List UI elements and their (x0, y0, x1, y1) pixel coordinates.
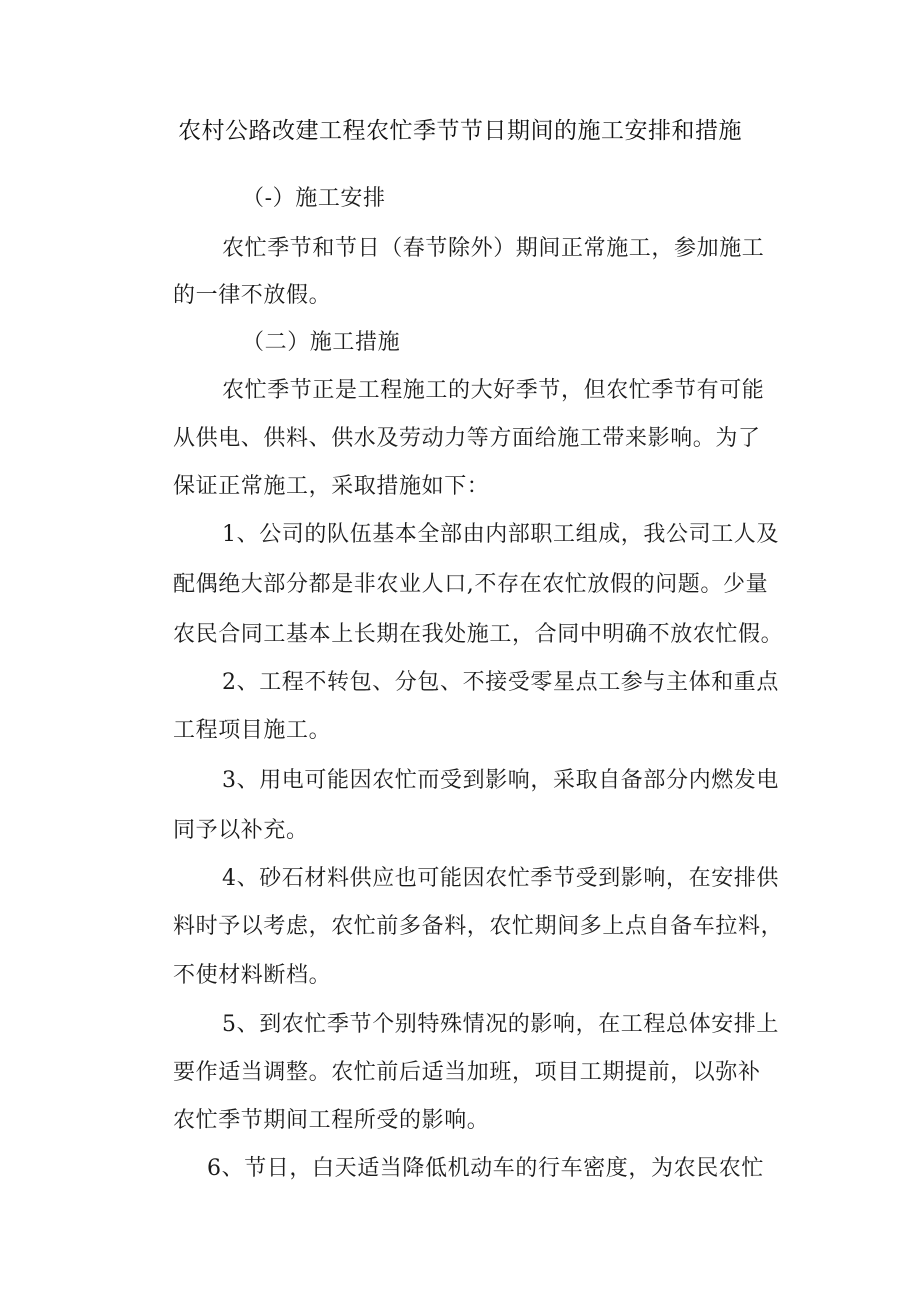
paragraph-line: 4、砂石材料供应也可能因农忙季节受到影响，在安排供 (222, 866, 779, 891)
paragraph-line: 配偶绝大部分都是非农业人口,不存在农忙放假的问题。少量 (173, 572, 769, 597)
paragraph-line: 2、工程不转包、分包、不接受零星点工参与主体和重点 (222, 670, 779, 695)
document-title: 农村公路改建工程农忙季节节日期间的施工安排和措施 (178, 118, 742, 144)
paragraph-line: 保证正常施工，采取措施如下： (173, 474, 490, 499)
section-heading: （-）施工安排 (242, 186, 386, 211)
paragraph-line: 从供电、供料、供水及劳动力等方面给施工带来影响。为了 (173, 426, 761, 451)
paragraph-line: 农忙季节正是工程施工的大好季节，但农忙季节有可能 (222, 378, 765, 403)
paragraph-line: 1、公司的队伍基本全部由内部职工组成，我公司工人及 (222, 522, 779, 547)
paragraph-line: 农忙季节和节日（春节除外）期间正常施工，参加施工 (222, 236, 765, 261)
paragraph-line: 不使材料断档。 (173, 963, 332, 988)
paragraph-line: 料时予以考虑，农忙前多备料，农忙期间多上点自备车拉料， (173, 914, 784, 939)
paragraph-line: 农忙季节期间工程所受的影响。 (173, 1108, 490, 1133)
section-heading: （二）施工措施 (242, 330, 401, 355)
paragraph-line: 工程项目施工。 (173, 718, 332, 743)
paragraph-line: 5、到农忙季节个别特殊情况的影响，在工程总体安排上 (222, 1012, 779, 1037)
paragraph-line: 农民合同工基本上长期在我处施工，合同中明确不放农忙假。 (173, 622, 784, 647)
paragraph-line: 3、用电可能因农忙而受到影响，采取自备部分内燃发电 (222, 768, 779, 793)
paragraph-line: 6、节日，白天适当降低机动车的行车密度，为农民农忙 (207, 1156, 764, 1181)
paragraph-line: 的一律不放假。 (173, 283, 332, 308)
paragraph-line: 要作适当调整。农忙前后适当加班，项目工期提前，以弥补 (173, 1060, 761, 1085)
paragraph-line: 同予以补充。 (173, 818, 309, 843)
